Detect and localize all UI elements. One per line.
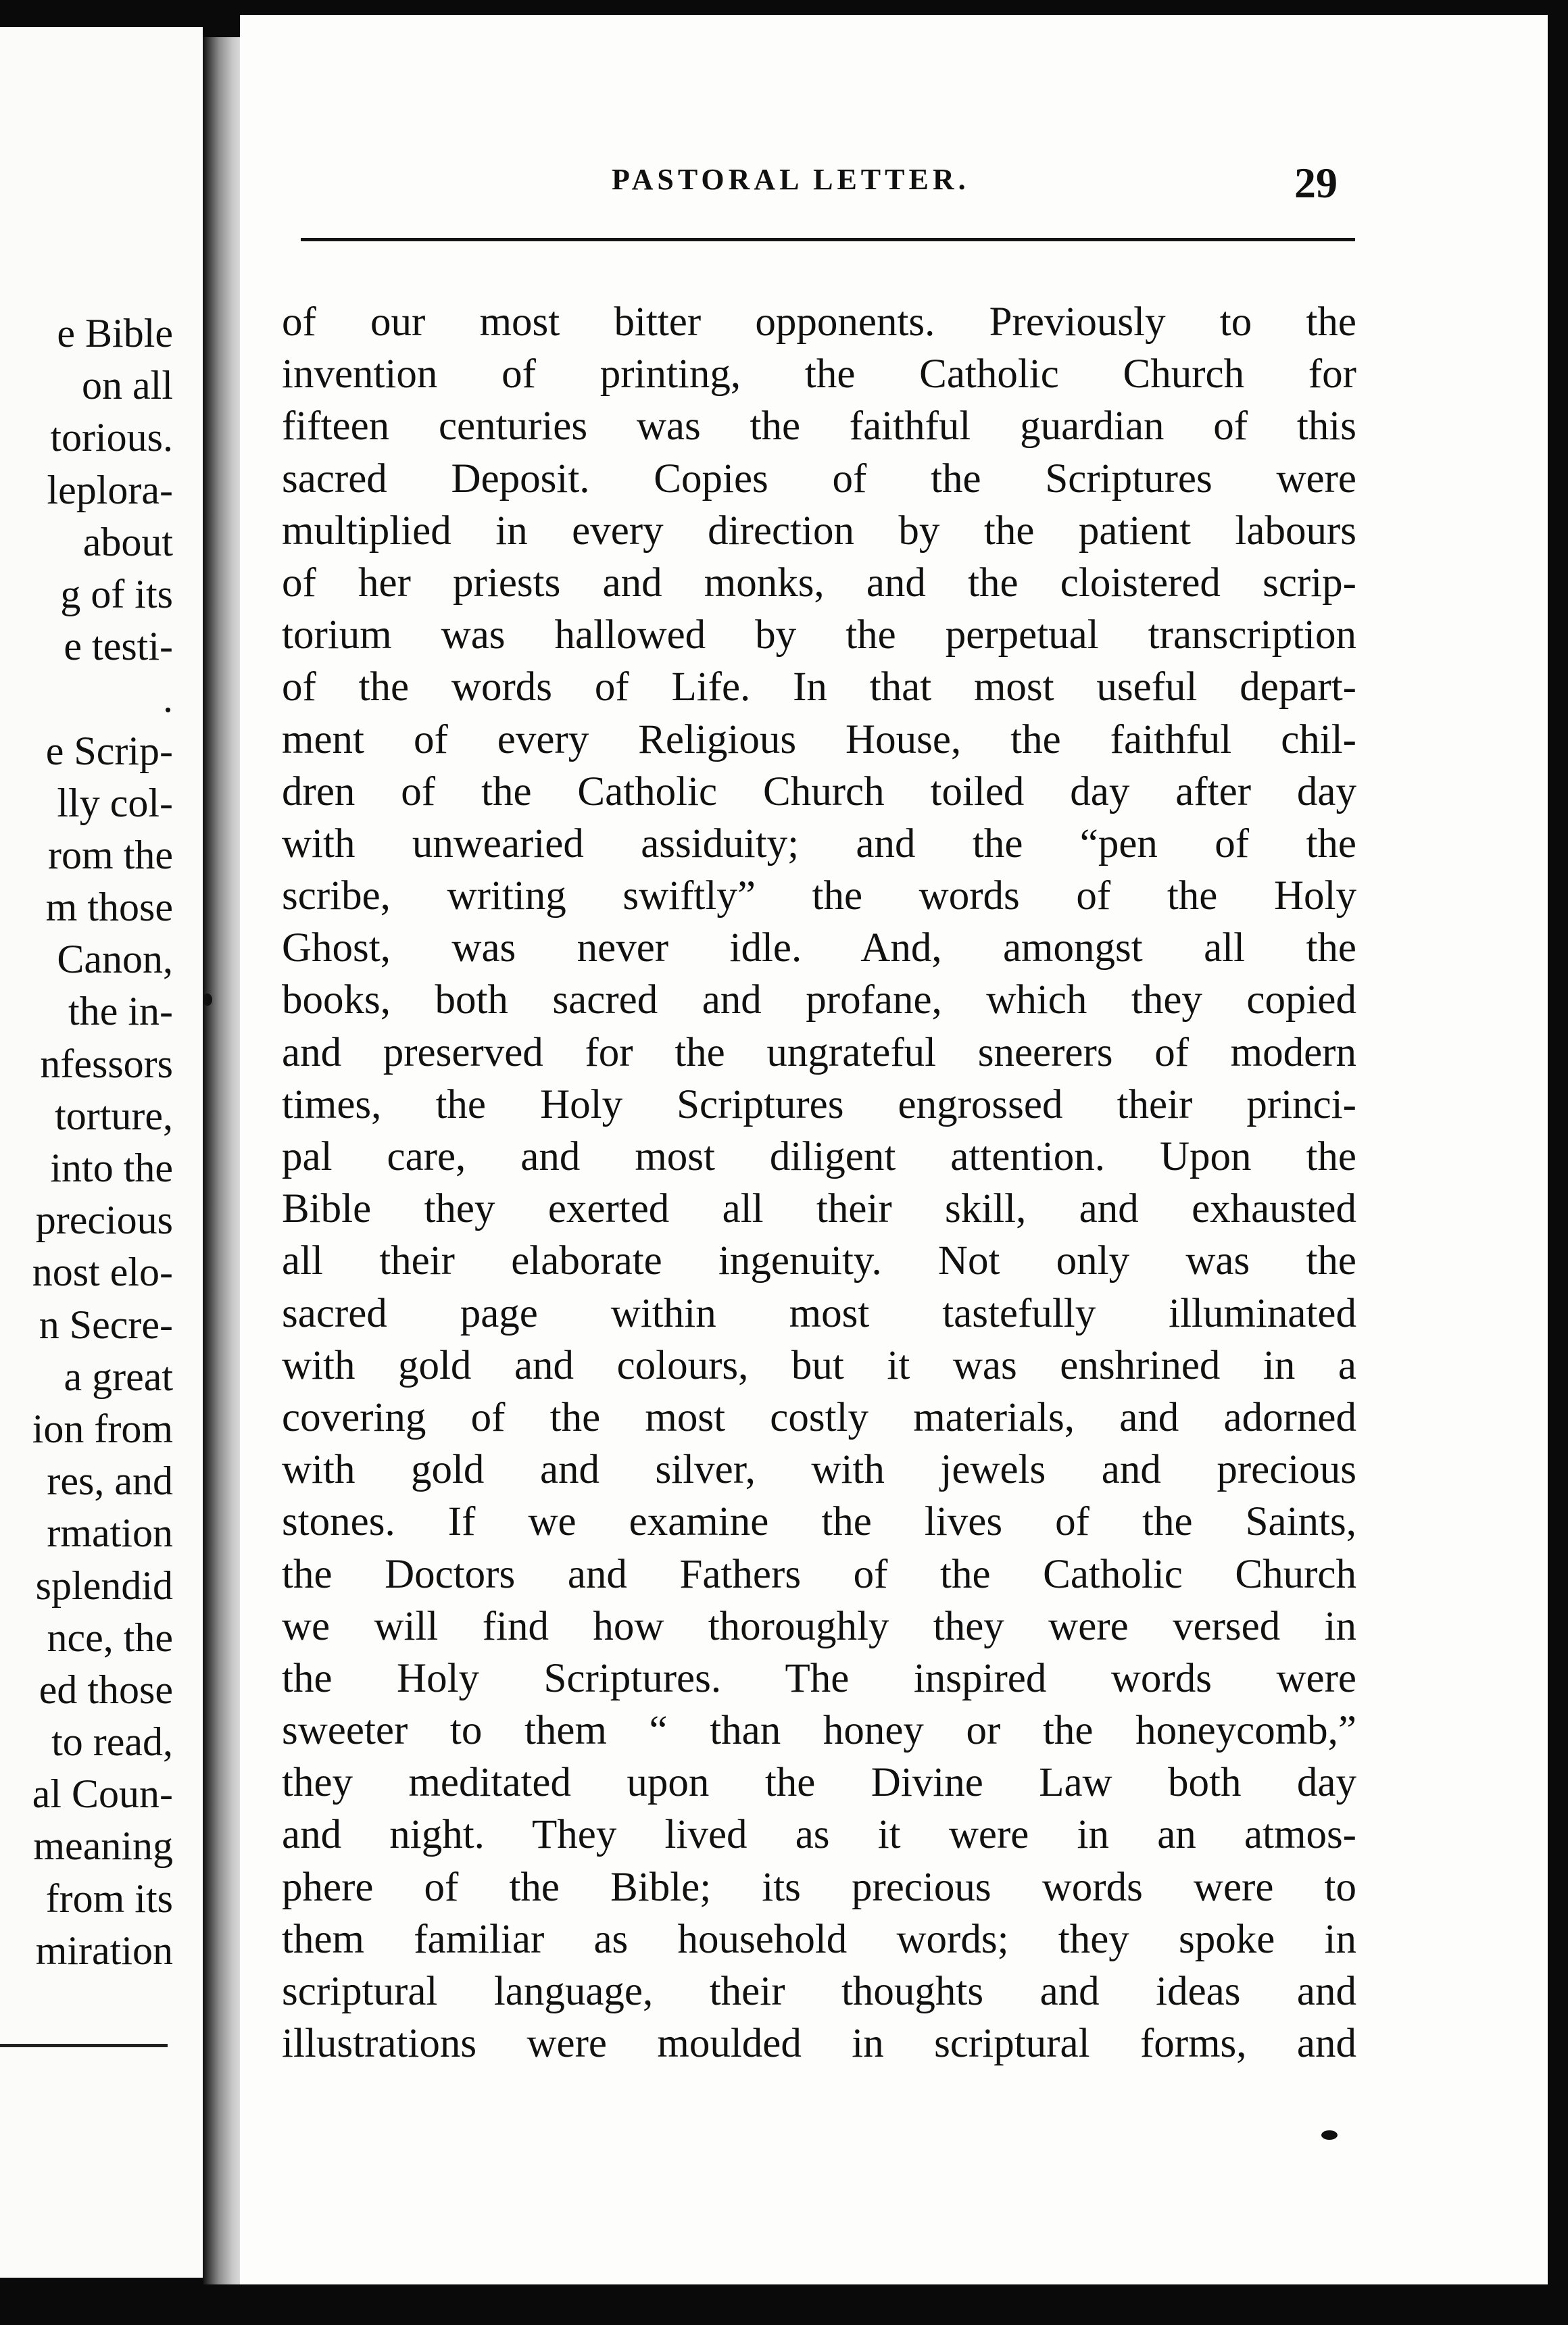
body-line: phere of the Bible; its precious words were to — [282, 1864, 1356, 1910]
previous-page-fragment — [0, 27, 203, 2278]
body-line: they meditated upon the Divine Law both day — [282, 1760, 1356, 1806]
previous-page-line: n Secre- — [39, 1302, 173, 1347]
previous-page-line: nfessors — [40, 1041, 173, 1086]
body-line: multiplied in every direction by the patient labours — [282, 508, 1356, 554]
body-line: times, the Holy Scriptures engrossed their princi- — [282, 1081, 1356, 1127]
body-line: ment of every Religious House, the faithful chil- — [282, 716, 1356, 762]
previous-page-line: e Bible — [57, 311, 173, 356]
previous-page-line: res, and — [47, 1459, 173, 1504]
body-line: with gold and colours, but it was enshrined in a — [282, 1342, 1356, 1388]
body-line: covering of the most costly materials, and adorned — [282, 1394, 1356, 1440]
previous-page-line: ed those — [39, 1667, 173, 1712]
previous-page-line: torious. — [50, 415, 173, 460]
body-line: sacred Deposit. Copies of the Scriptures were — [282, 456, 1356, 501]
previous-page-line: meaning — [33, 1824, 173, 1869]
body-line: of her priests and monks, and the cloistered scrip- — [282, 560, 1356, 606]
body-line: of the words of Life. In that most useful depart- — [282, 664, 1356, 710]
ink-spot-mark — [1321, 2130, 1338, 2140]
previous-page-line: rom the — [48, 832, 173, 877]
body-line: stones. If we examine the lives of the Saints, — [282, 1499, 1356, 1545]
body-text — [282, 296, 1356, 2070]
previous-page-line: al Coun- — [32, 1771, 173, 1817]
body-line: dren of the Catholic Church toiled day after day — [282, 768, 1356, 814]
previous-page-line: splendid — [35, 1563, 173, 1608]
body-line: Ghost, was never idle. And, amongst all the — [282, 925, 1356, 971]
body-line: illustrations were moulded in scriptural forms, and — [282, 2021, 1356, 2067]
previous-page-line: nost elo- — [32, 1250, 173, 1295]
body-line: and night. They lived as it were in an atmos- — [282, 1812, 1356, 1858]
page-number: 29 — [1294, 159, 1338, 207]
previous-page-line: about — [82, 519, 173, 564]
previous-page-line: Canon, — [57, 937, 173, 982]
previous-page-line: rmation — [47, 1511, 173, 1556]
body-line: invention of printing, the Catholic Church for — [282, 351, 1356, 397]
previous-page-line: from its — [45, 1876, 173, 1921]
previous-page-line: to read, — [51, 1719, 173, 1765]
body-line: the Doctors and Fathers of the Catholic Church — [282, 1551, 1356, 1597]
previous-page-line: g of its — [60, 571, 173, 616]
body-line: books, both sacred and profane, which they copied — [282, 977, 1356, 1023]
body-line: sweeter to them “ than honey or the honeycomb,” — [282, 1708, 1356, 1754]
previous-page-line: a great — [64, 1354, 173, 1399]
body-line: of our most bitter opponents. Previously to the — [282, 299, 1356, 345]
body-line: and preserved for the ungrateful sneerers of modern — [282, 1029, 1356, 1075]
body-line: we will find how thoroughly they were versed in — [282, 1603, 1356, 1649]
body-line: the Holy Scriptures. The inspired words were — [282, 1655, 1356, 1701]
margin-ink-dot — [203, 994, 212, 1006]
previous-page-line: ion from — [32, 1406, 173, 1451]
body-line: torium was hallowed by the perpetual transcription — [282, 612, 1356, 658]
previous-page-line: nce, the — [47, 1615, 173, 1660]
previous-page-line: the in- — [68, 989, 173, 1034]
scan-bottom-edge — [0, 2284, 1568, 2325]
body-line: scriptural language, their thoughts and ideas and — [282, 1969, 1356, 2014]
body-line: Bible they exerted all their skill, and exhausted — [282, 1186, 1356, 1232]
previous-page-line: on all — [82, 363, 173, 408]
header-rule — [301, 238, 1355, 241]
previous-page-line: lly col- — [57, 780, 173, 825]
previous-page-line: e testi- — [64, 624, 173, 669]
page-29 — [240, 15, 1548, 2293]
previous-page-line: m those — [45, 885, 173, 930]
previous-page-text — [32, 308, 173, 1977]
body-line: with unwearied assiduity; and the “pen of the — [282, 821, 1356, 866]
previous-page-line: miration — [35, 1928, 173, 1973]
previous-page-line: e Scrip- — [45, 728, 173, 773]
previous-page-line: leplora- — [47, 467, 173, 512]
previous-page-line: precious — [35, 1198, 173, 1243]
previous-page-footer-rule — [0, 2044, 168, 2047]
body-line: scribe, writing swiftly” the words of the Holy — [282, 873, 1356, 919]
body-line: them familiar as household words; they spoke in — [282, 1916, 1356, 1962]
body-line: fifteen centuries was the faithful guardian of this — [282, 403, 1356, 449]
body-line: sacred page within most tastefully illuminated — [282, 1290, 1356, 1336]
body-line: pal care, and most diligent attention. Upon the — [282, 1134, 1356, 1179]
running-title: PASTORAL LETTER. — [612, 163, 970, 196]
body-line: with gold and silver, with jewels and precious — [282, 1447, 1356, 1493]
previous-page-line: torture, — [55, 1093, 173, 1138]
previous-page-line: into the — [50, 1146, 173, 1190]
previous-page-line: . — [163, 676, 173, 721]
body-line: all their elaborate ingenuity. Not only was the — [282, 1238, 1356, 1284]
